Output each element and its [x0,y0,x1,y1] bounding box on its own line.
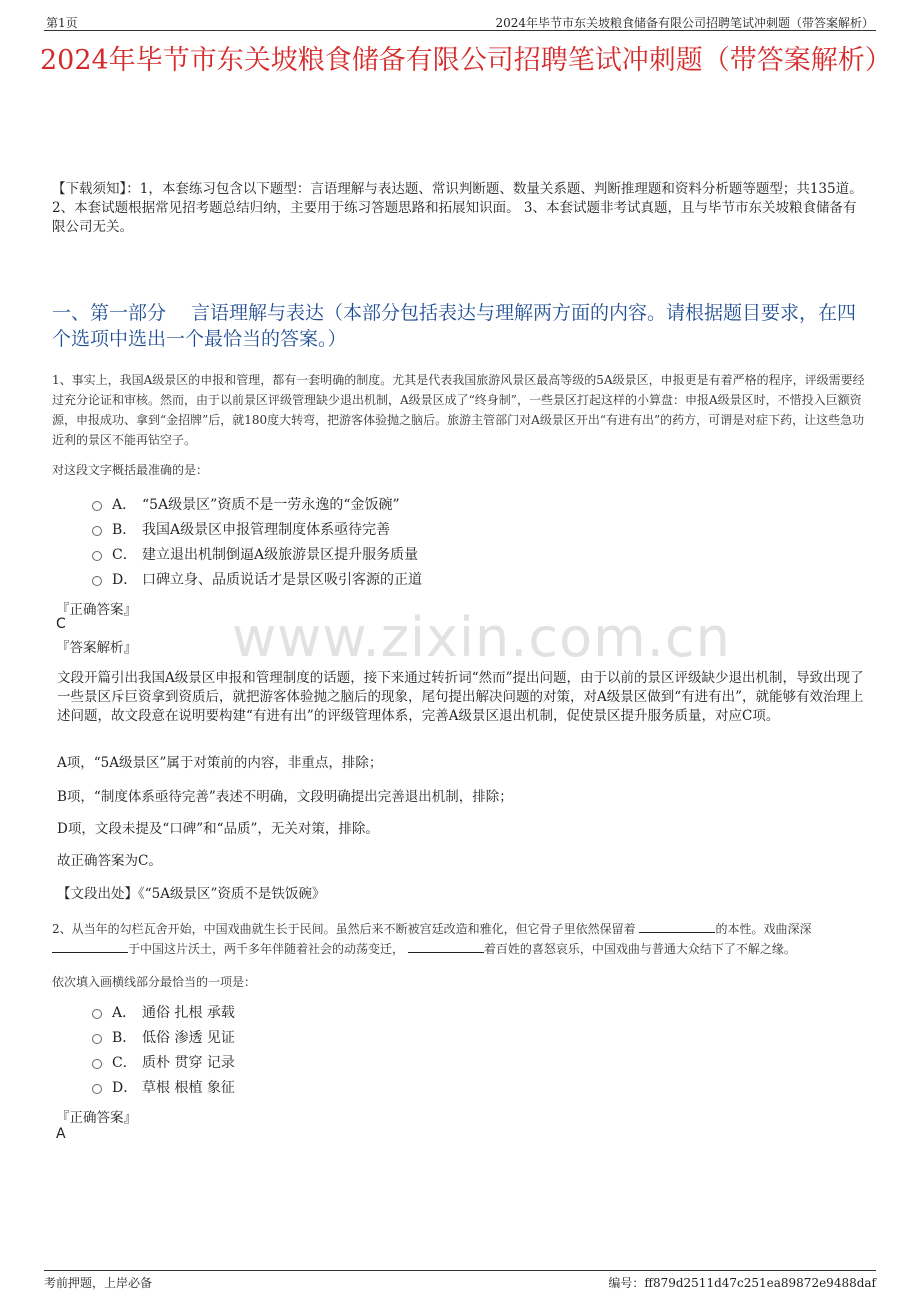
option-letter: C． [112,1055,137,1071]
option-letter: A． [112,1005,137,1021]
correct-answer: C [56,616,66,632]
option-text: 通俗 扎根 承载 [142,1005,235,1021]
analysis-paragraph: 文段开篇引出我国A级景区申报和管理制度的话题，接下来通过转折词“然而”提出问题，由于以前的景区评级缺少退出机制，导致出现了一些景区斥巨资拿到资质后，就把游客体验抛之脑后的现象，尾句提出解决问题的对策，对A级景区做到“有进有出”，就能够有效治理上述问题，故文段意在说明要构建“有进有出”的评级管理体系，完善A级景区退出机制，促使景区提升服务质量，对应C项。 [57,670,864,724]
question-2-text: 2、从当年的勾栏瓦舍开始，中国戏曲就生长于民间。虽然后来不断被宫廷改造和雅化，但它骨子里依然保留着 的本性。戏曲深深于中国这片沃土，两千多年伴随着社会的动荡变迁， 着百姓的喜怒哀乐，中国戏曲与普通大众结下了不解之缘。 [52,922,812,956]
page-number: 第1页 [46,16,78,30]
option-b[interactable] [92,1026,235,1051]
option-letter: B． [112,522,137,538]
radio-icon[interactable] [92,1009,102,1019]
blank-1[interactable] [639,920,715,933]
option-letter: A． [112,497,137,513]
option-letter: D． [112,572,138,588]
analysis-conclusion: 故正确答案为C。 [57,853,162,869]
option-c[interactable] [92,1051,235,1076]
option-b[interactable] [92,518,422,543]
question-2-prompt: 依次填入画横线部分最恰当的一项是： [52,975,257,989]
option-letter: B． [112,1030,137,1046]
answer-label: 『正确答案』 [56,602,137,618]
option-text: 质朴 贯穿 记录 [142,1055,235,1071]
question-1-options [92,493,422,593]
download-notice: 【下载须知】：1，本套练习包含以下题型：言语理解与表达题、常识判断题、数量关系题、判断推理题和资料分析题等题型；共135道。 2、本套试题根据常见招考题总结归纳，主要用于练习答题思路和拓展知识面。 3、本套试题非考试真题，且与毕节市东关坡粮食储备有限公司无关。 [52,181,863,235]
radio-icon[interactable] [92,576,102,586]
radio-icon[interactable] [92,526,102,536]
radio-icon[interactable] [92,501,102,511]
option-c[interactable] [92,543,422,568]
option-letter: D． [112,1080,138,1096]
blank-2[interactable] [52,940,128,953]
option-text: “5A级景区”资质不是一劳永逸的“金饭碗” [142,497,400,513]
analysis-source: 【文段出处】《“5A级景区”资质不是铁饭碗》 [57,886,326,902]
analysis-label: 『答案解析』 [56,640,137,656]
section-heading: 一、第一部分 言语理解与表达（本部分包括表达与理解两方面的内容。请根据题目要求，在四个选项中选出一个最恰当的答案。） [52,302,857,350]
answer-label: 『正确答案』 [56,1110,137,1126]
document-title: 2024年毕节市东关坡粮食储备有限公司招聘笔试冲刺题（带答案解析） [40,45,892,76]
option-text: 草根 根植 象征 [142,1080,235,1096]
header-doc-title: 2024年毕节市东关坡粮食储备有限公司招聘笔试冲刺题（带答案解析） [495,16,874,30]
option-text: 我国A级景区申报管理制度体系亟待完善 [142,522,391,538]
option-letter: C． [112,547,137,563]
option-text: 口碑立身、品质说话才是景区吸引客源的正道 [142,572,422,588]
option-a[interactable] [92,493,422,518]
option-d[interactable] [92,1076,235,1101]
document-code: 编号：ff879d2511d47c251ea89872e9488daf [608,1276,876,1290]
page-header [44,12,876,31]
analysis-option-a: A项，“5A级景区”属于对策前的内容，非重点，排除； [57,755,383,771]
radio-icon[interactable] [92,1059,102,1069]
page-footer [44,1270,876,1290]
option-a[interactable] [92,1001,235,1026]
option-text: 低俗 渗透 见证 [142,1030,235,1046]
radio-icon[interactable] [92,1084,102,1094]
footer-slogan: 考前押题，上岸必备 [44,1276,153,1290]
radio-icon[interactable] [92,551,102,561]
analysis-option-b: B项，“制度体系亟待完善”表述不明确，文段明确提出完善退出机制，排除； [57,789,513,805]
question-1-prompt: 对这段文字概括最准确的是： [52,463,209,477]
radio-icon[interactable] [92,1034,102,1044]
question-2-options [92,1001,235,1101]
question-1-text: 1、事实上，我国A级景区的申报和管理，都有一套明确的制度。尤其是代表我国旅游风景区最高等级的5A级景区，申报更是有着严格的程序，评级需要经过充分论证和审核。然而，由于以前景区评级管理缺少退出机制，A级景区成了“终身制”，一些景区打起这样的小算盘：申报A级景区时，不惜投入巨额资源，申报成功、拿到“金招牌”后，就180度大转弯，把游客体验抛之脑后。旅游主管部门对A级景区开出“有进有出”的药方，可谓是对症下药，让这些急功近利的景区不能再钻空子。 [52,373,865,447]
analysis-option-d: D项，文段未提及“口碑”和“品质”，无关对策，排除。 [57,821,379,837]
option-d[interactable] [92,568,422,593]
option-text: 建立退出机制倒逼A级旅游景区提升服务质量 [142,547,419,563]
watermark: www.zixin.com.cn [232,606,731,669]
blank-3[interactable] [408,940,484,953]
correct-answer: A [56,1126,66,1142]
